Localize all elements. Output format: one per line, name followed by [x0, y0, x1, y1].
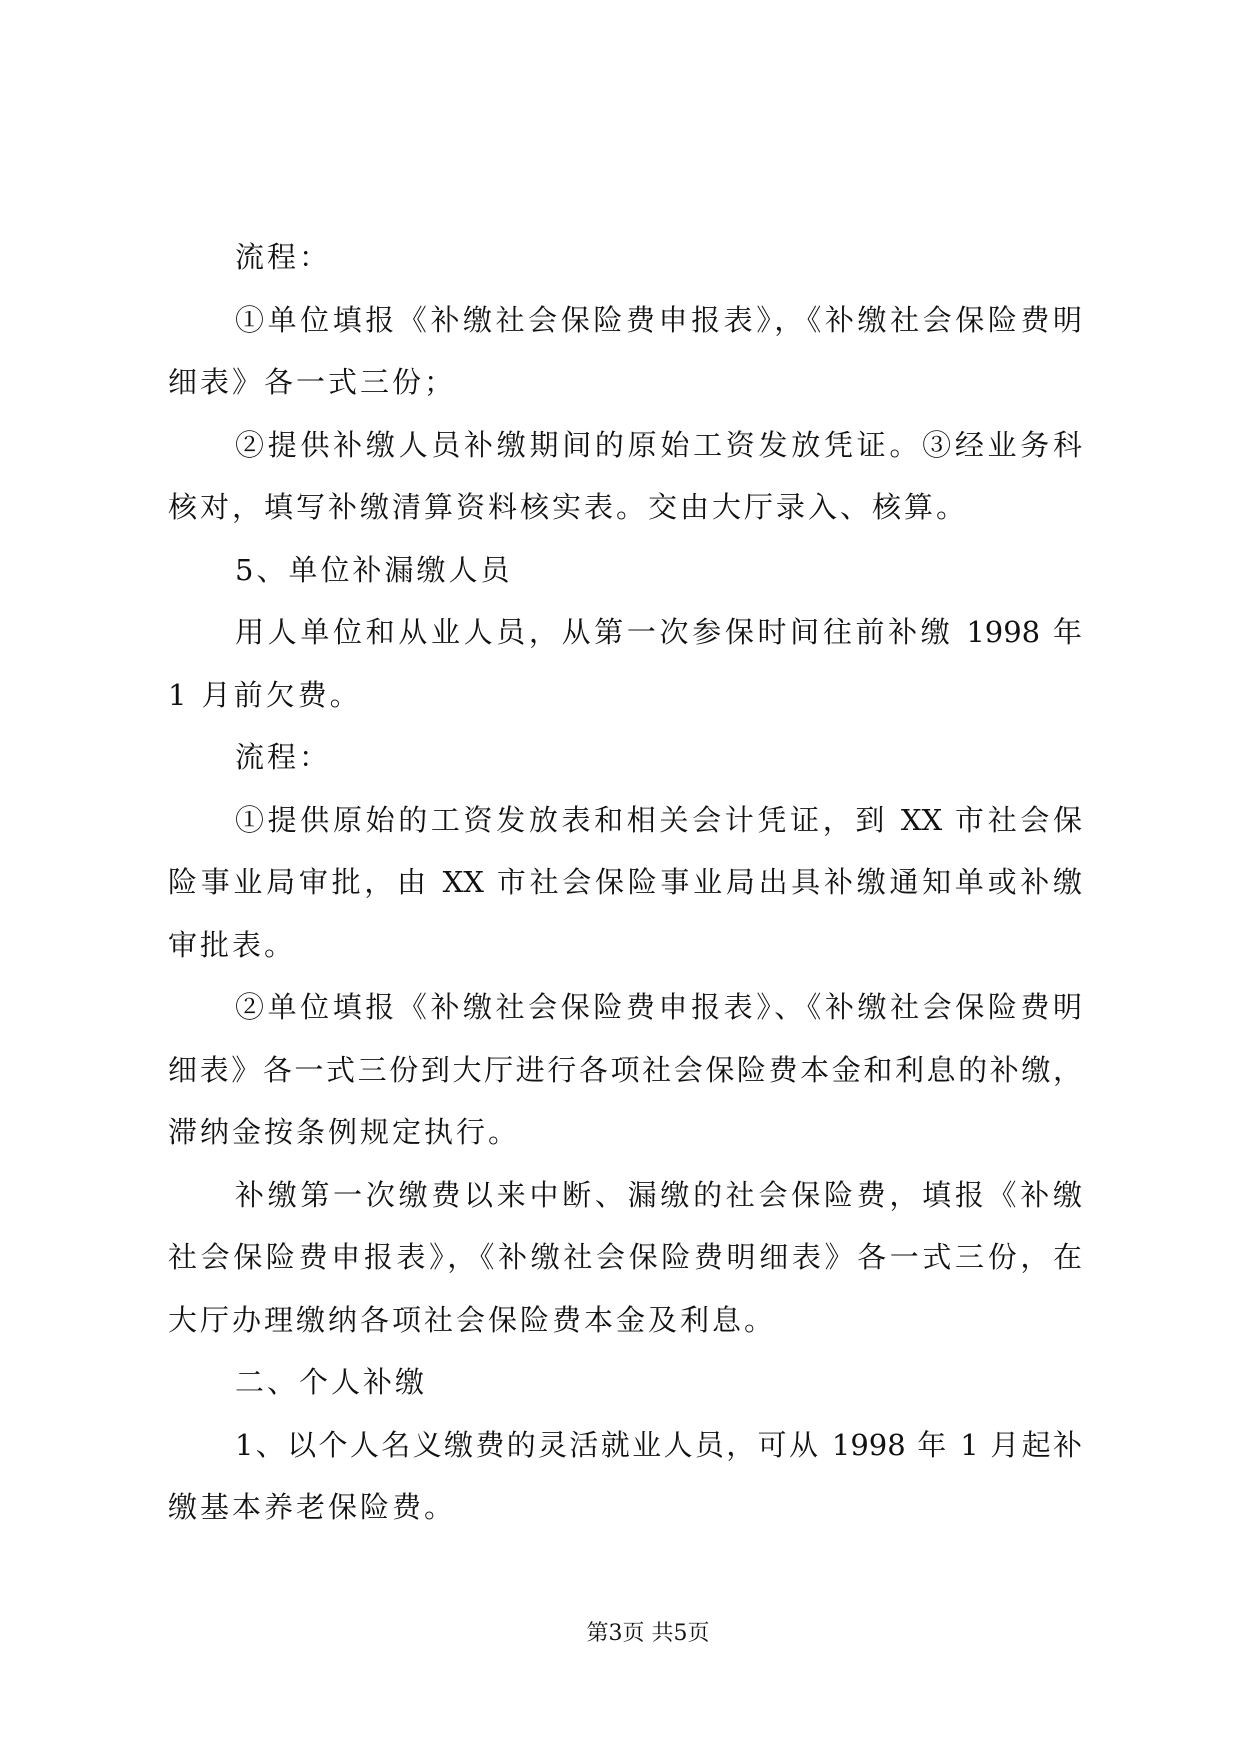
document-body [168, 226, 1082, 1539]
text-line: 二、个人补缴 [235, 1365, 428, 1399]
text-line: 滞纳金按条例规定执行。 [168, 1115, 521, 1149]
text-line: 5、单位补漏缴人员 [235, 552, 513, 587]
text-line: ①单位填报《补缴社会保险费申报表》，《补缴社会保险费明 [235, 302, 1082, 337]
text-line: 核对，填写补缴清算资料核实表。交由大厅录入、核算。 [168, 490, 969, 524]
text-line: ①提供原始的工资发放表和相关会计凭证，到 XX 市社会保 [235, 802, 1082, 837]
text-line: 补缴第一次缴费以来中断、漏缴的社会保险费，填报《补缴 [235, 1177, 1082, 1212]
text-line: 险事业局审批，由 XX 市社会保险事业局出具补缴通知单或补缴 [168, 865, 1082, 899]
text-line: 缴基本养老保险费。 [168, 1490, 457, 1524]
text-line: 社会保险费申报表》，《补缴社会保险费明细表》各一式三份，在 [168, 1240, 1082, 1274]
text-line: ②提供补缴人员补缴期间的原始工资发放凭证。③经业务科 [235, 427, 1082, 462]
text-line: 细表》各一式三份到大厅进行各项社会保险费本金和利息的补缴， [168, 1052, 1082, 1087]
text-line: 细表》各一式三份； [168, 365, 457, 399]
page-footer: 第3页 共5页 [586, 1621, 710, 1646]
text-line: 1、以个人名义缴费的灵活就业人员，可从 1998 年 1 月起补 [235, 1427, 1082, 1462]
text-line: 用人单位和从业人员，从第一次参保时间往前补缴 1998 年 [235, 615, 1082, 649]
text-line: 审批表。 [168, 927, 297, 962]
text-line: 流程： [235, 240, 332, 274]
text-line: 1 月前欠费。 [168, 677, 362, 712]
text-line: ②单位填报《补缴社会保险费申报表》、《补缴社会保险费明 [235, 990, 1082, 1024]
text-line: 大厅办理缴纳各项社会保险费本金及利息。 [168, 1302, 777, 1337]
text-line: 流程： [235, 740, 332, 774]
